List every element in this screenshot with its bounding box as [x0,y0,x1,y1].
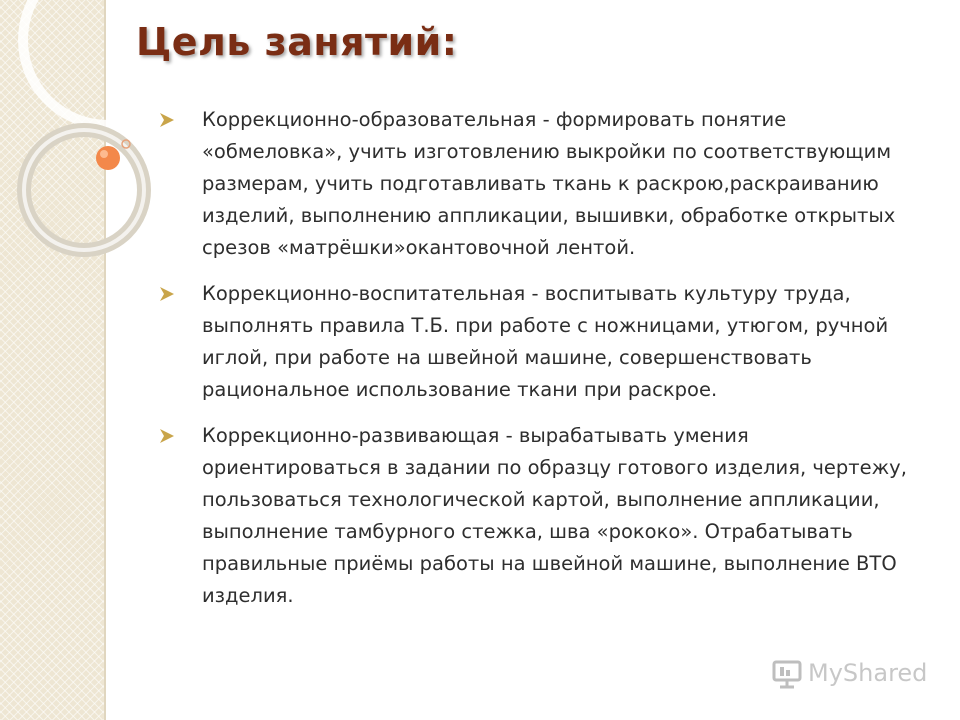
watermark-text: MyShared [808,659,928,687]
slide-title: Цель занятий: [136,20,458,64]
list-item [158,420,918,612]
list-item [158,104,918,264]
bullet-list [158,104,918,626]
arrow-bullet-icon [158,286,176,302]
arrow-bullet-icon [158,112,176,128]
list-item-text: Коррекционно-развивающая - вырабатывать умения ориентироваться в задании по образцу готового изделия, чертежу, пользоваться технологической картой, выполнение аппликации, выполнение тамбурного стежка, шва «рококо». Отрабатывать правильные приёмы работы на швейной машине, выполнение ВТО изделия. [202,424,907,607]
watermark-logo [770,656,930,692]
list-item-text: Коррекционно-образовательная - формировать понятие «обмеловка», учить изготовлению выкройки по соответствующим размерам, учить подготавливать ткань к раскрою,раскраиванию изделий, выполнению аппликации, вышивки, обработке открытых срезов «матрёшки»окантовочной лентой. [202,108,896,259]
orange-dot-icon [96,146,120,170]
arrow-bullet-icon [158,428,176,444]
list-item [158,278,918,406]
presentation-board-icon [770,656,804,690]
list-item-text: Коррекционно-воспитательная - воспитывать культуру труда, выполнять правила Т.Б. при работе с ножницами, утюгом, ручной иглой, при работе на швейной машине, совершенствовать рациональное использование ткани при раскрое. [202,282,889,401]
